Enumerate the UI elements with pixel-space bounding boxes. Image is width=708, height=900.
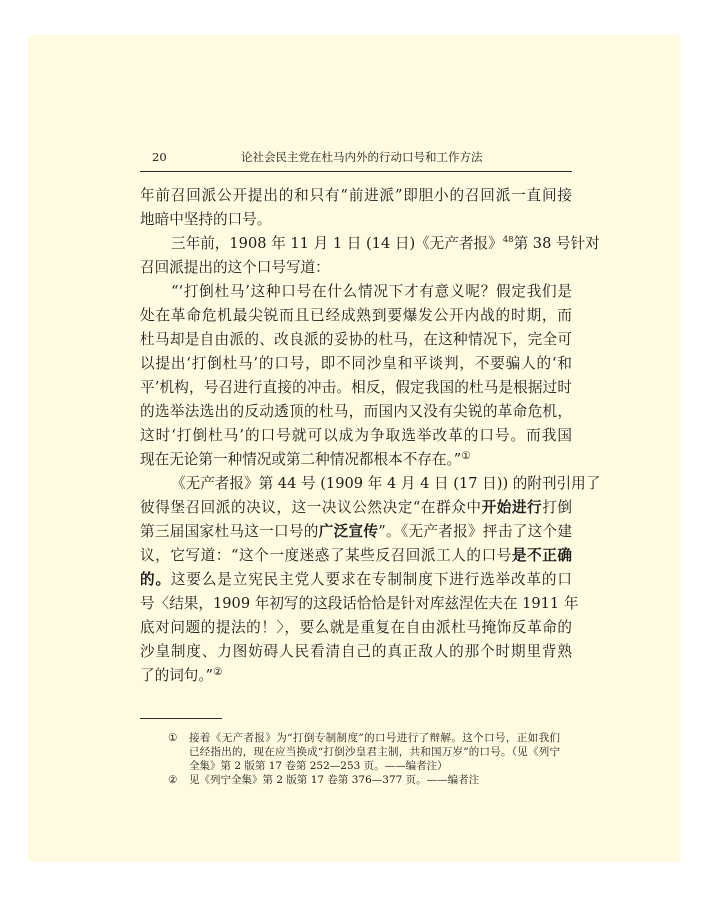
- text-segment: 打倒: [542, 499, 572, 516]
- footnote-rule: [140, 718, 222, 719]
- text-segment: 第 38 号针对: [513, 235, 600, 252]
- footnotes: [168, 731, 564, 787]
- text-line: [140, 568, 572, 592]
- text-segment: 三年前，1908 年 11 月 1 日 (14 日)《无产者报》: [171, 235, 503, 252]
- footnote-ref: ①: [461, 450, 471, 462]
- footnote-text: [189, 731, 560, 773]
- text-segment: 议，它写道：“这个一度迷惑了某些反召回派工人的口号: [140, 547, 512, 564]
- bold-segment: 的。: [140, 571, 171, 588]
- text-line: 地暗中坚持的口号。: [140, 211, 272, 228]
- endnote-ref: 48: [502, 235, 514, 245]
- text-line: [140, 664, 572, 688]
- page-number: 20: [152, 150, 167, 164]
- footnote-line: 全集》第 2 版第 17 卷第 252—253 页。——编者注）: [189, 760, 448, 772]
- bold-segment: 开始进行: [481, 499, 543, 516]
- text-line: [140, 520, 572, 544]
- text-line: 号〈结果，1909 年初写的这段话恰恰是针对库兹涅佐夫在 1911 年: [140, 595, 579, 612]
- running-title: 论社会民主党在杜马内外的行动口号和工作方法: [241, 150, 483, 164]
- text-line: [140, 496, 572, 520]
- footnote-ref: ②: [213, 666, 223, 678]
- body-text: [140, 184, 601, 688]
- text-line: [140, 232, 600, 256]
- text-line: 的选举法选出的反动透顶的杜马，而国内又没有尖锐的革命危机，: [140, 403, 572, 420]
- text-line: 沙皇制度、力图妨碍人民看清自己的真正敌人的那个时期里背熟: [140, 643, 572, 660]
- text-segment: 彼得堡召回派的决议，这一决议公然决定“在群众中: [140, 499, 482, 516]
- text-line: 平’机构，号召进行直接的冲击。相反，假定我国的杜马是根据过时: [140, 379, 572, 396]
- text-line: 处在革命危机最尖锐而且已经成熟到要爆发公开内战的时期，而: [140, 307, 572, 324]
- text-segment: 这要么是立宪民主党人要求在专制制度下进行选举改革的口: [170, 571, 572, 588]
- text-line: 这时‘打倒杜马’的口号就可以成为争取选举改革的口号。而我国: [140, 427, 572, 444]
- footnote-marker: ②: [168, 774, 178, 786]
- text-segment: 第三届国家杜马这一口号的: [140, 523, 319, 540]
- text-segment: ”。《无产者报》抨击了这个建: [378, 523, 572, 540]
- footnote: [168, 731, 564, 773]
- header-rule: [140, 171, 572, 172]
- text-line: 年前召回派公开提出的和只有“前进派”即胆小的召回派一直间接: [140, 187, 572, 204]
- text-line: [140, 448, 572, 472]
- bold-segment: 广泛宣传: [318, 523, 379, 540]
- text-line: “‘打倒杜马’这种口号在什么情况下才有意义呢？假定我们是: [171, 283, 572, 300]
- footnote-line: 已经指出的，现在应当换成“打倒沙皇君主制，共和国万岁”的口号。（见《列宁: [189, 746, 560, 758]
- text-line: 《无产者报》第 44 号 (1909 年 4 月 4 日 (17 日)) 的附刊引用了: [171, 475, 601, 492]
- bold-segment: 是不正确: [511, 547, 572, 564]
- footnote-line: 见《列宁全集》第 2 版第 17 卷第 376—377 页。——编者注: [189, 774, 480, 786]
- footnote: [168, 773, 564, 787]
- text-line: 以提出‘打倒杜马’的口号，即不同沙皇和平谈判，不要骗人的‘和: [140, 355, 572, 372]
- footnote-marker: ①: [168, 732, 178, 744]
- footnote-line: 接着《无产者报》为“打倒专制制度”的口号进行了辩解。这个口号，正如我们: [189, 732, 560, 744]
- text-segment: 现在无论第一种情况或第二种情况都根本不存在。”: [140, 451, 462, 468]
- text-line: 杜马却是自由派的、改良派的妥协的杜马，在这种情况下，完全可: [140, 331, 572, 348]
- text-line: 召回派提出的这个口号写道：: [140, 259, 330, 276]
- text-segment: 了的词句。”: [140, 667, 214, 684]
- text-line: [140, 544, 572, 568]
- text-line: 底对问题的提法的！〉，要么就是重复在自由派杜马掩饰反革命的: [140, 619, 572, 636]
- footnote-text: [189, 773, 560, 787]
